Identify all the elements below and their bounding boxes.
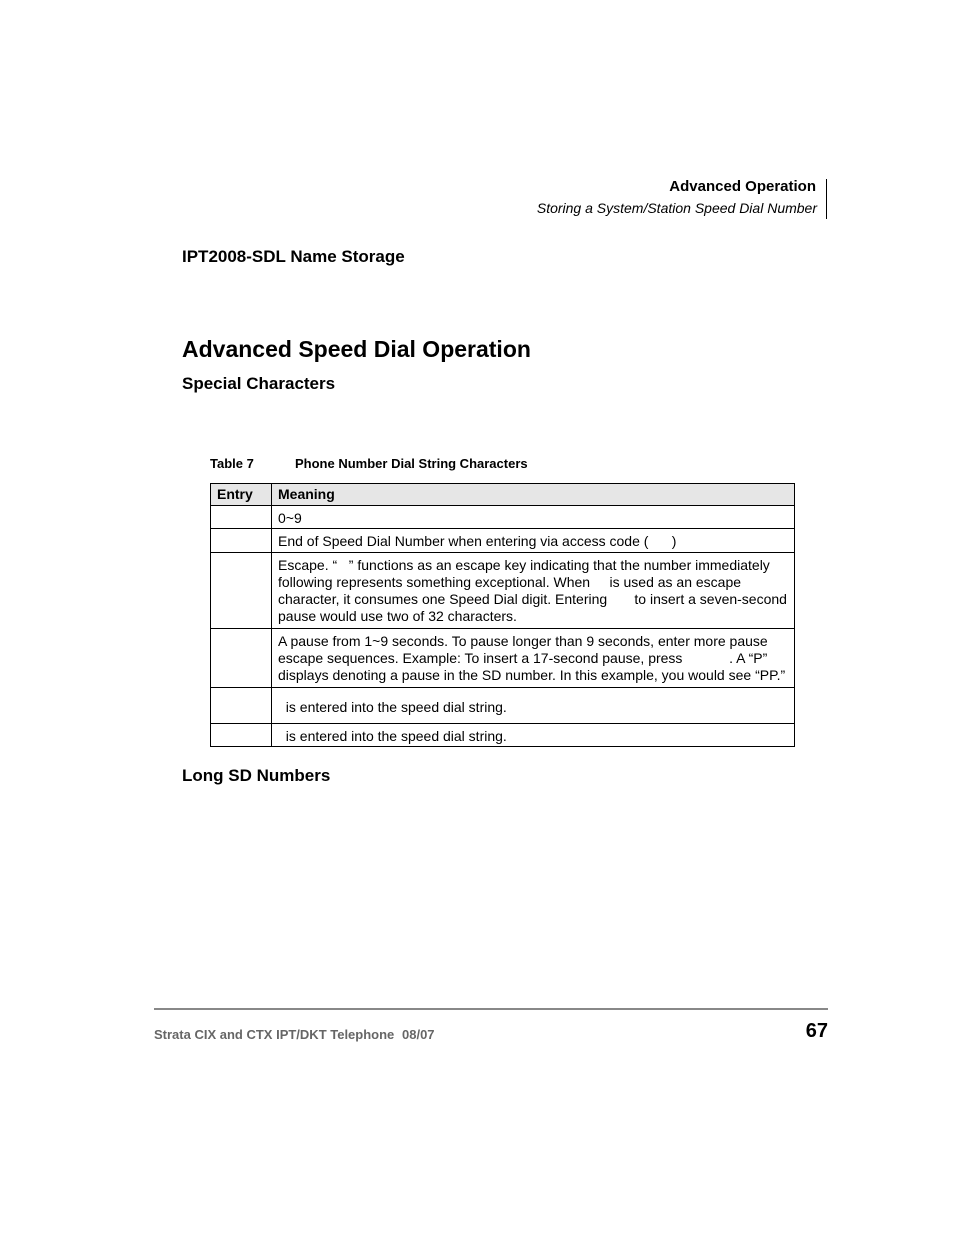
- dial-string-table: [210, 483, 795, 747]
- meaning-cell: is entered into the speed dial string.: [272, 688, 795, 724]
- meaning-cell: Escape. “ ” functions as an escape key indicating that the number immediately following represents something exceptional. When is used as an escape character, it consumes one Speed Dial digit. Entering to insert a seven-second pause would use two of 32 characters.: [272, 553, 795, 629]
- meaning-cell: A pause from 1~9 seconds. To pause longer than 9 seconds, enter more pause escape sequences. Example: To insert a 17-second pause, press . A “P” displays denoting a pause in the SD number. In this example, you would see “PP.”: [272, 629, 795, 688]
- page-number: 67: [805, 1020, 828, 1042]
- entry-cell: [211, 506, 272, 529]
- table-row: [211, 506, 795, 529]
- table-header-row: [211, 484, 795, 506]
- table-number: Table 7: [210, 456, 254, 471]
- table-row: [211, 724, 795, 747]
- page-heading: Advanced Speed Dial Operation: [182, 336, 531, 362]
- table-row: [211, 529, 795, 553]
- section-heading-special-characters: Special Characters: [182, 374, 336, 393]
- running-header-title: Advanced Operation: [669, 178, 816, 195]
- meaning-cell: is entered into the speed dial string.: [272, 724, 795, 747]
- running-header-subtitle: Storing a System/Station Speed Dial Number: [536, 200, 817, 216]
- entry-cell: [211, 688, 272, 724]
- section-heading-long-sd-numbers: Long SD Numbers: [182, 766, 331, 785]
- footer-rule: [154, 1008, 828, 1010]
- table-row: [211, 629, 795, 688]
- entry-cell: [211, 629, 272, 688]
- table-row: [211, 688, 795, 724]
- column-header-entry: Entry: [211, 484, 272, 506]
- footer-book-title: Strata CIX and CTX IPT/DKT Telephone: [154, 1027, 395, 1042]
- entry-cell: [211, 724, 272, 747]
- section-heading-name-storage: IPT2008-SDL Name Storage: [182, 247, 405, 266]
- header-vertical-rule: [826, 179, 827, 219]
- table-title: Phone Number Dial String Characters: [295, 456, 528, 471]
- entry-cell: [211, 529, 272, 553]
- meaning-cell: End of Speed Dial Number when entering via access code ( ): [272, 529, 795, 553]
- table-row: [211, 553, 795, 629]
- entry-cell: [211, 553, 272, 629]
- footer-date: 08/07: [402, 1027, 435, 1042]
- column-header-meaning: Meaning: [272, 484, 795, 506]
- meaning-cell: 0~9: [272, 506, 795, 529]
